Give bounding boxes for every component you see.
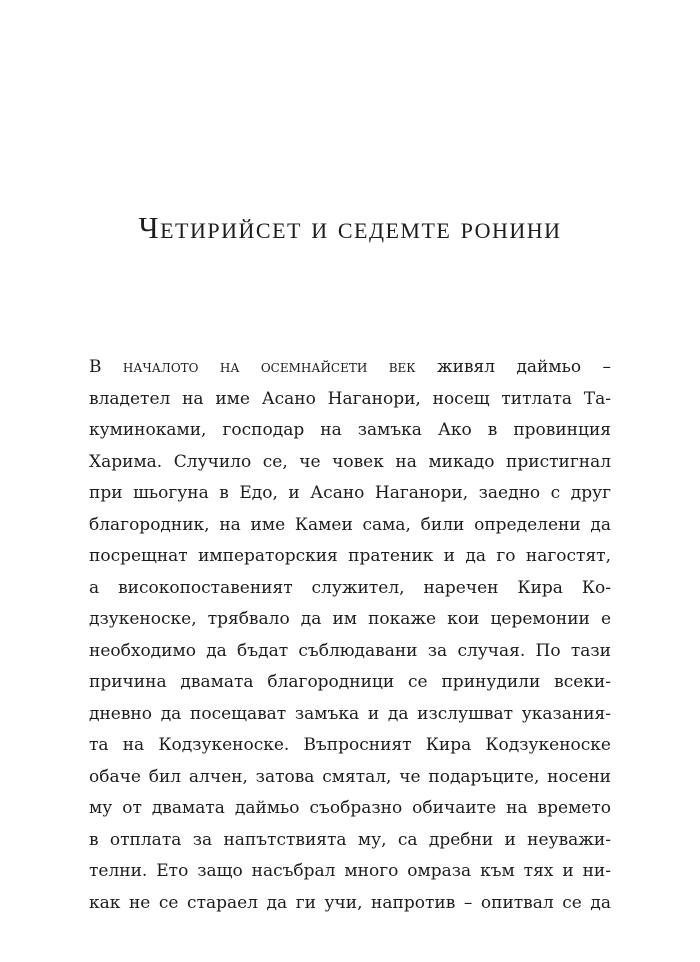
text-line: дзукеноске, трябвало да им покаже кои церемонии е [89,609,611,629]
text-line: му от двамата даймьо съобразно обичаите на времето [89,798,611,818]
text-line: в отплата за напътствията му, са дребни и неуважи- [89,829,611,850]
text-line: телни. Ето защо насъбрал много омраза към тях и ни- [89,861,611,881]
text-line: посрещнат императорския пратеник и да го нагостят, [89,546,611,566]
text-line: необходимо да бъдат съблюдавани за случая. По тази [89,640,611,661]
text-line: при шьогуна в Едо, и Асано Наганори, заедно с друг [89,483,611,503]
text-line: благородник, на име Камеи сама, били определени да [89,514,611,535]
chapter-title: Четирийсет и седемте ронини [138,210,562,245]
lead-small-caps: В началото на осемнайсети век [89,357,416,377]
text-line: причина двамата благородници се принудили всеки- [89,672,611,692]
body-text [89,352,611,919]
text-line: та на Кодзукеноске. Въпросният Кира Кодзукеноске [89,735,611,755]
text-line: как не се стараел да ги учи, напротив – опитвал се да [89,892,611,913]
text-line: куминоками, господар на замъка Ако в провинция [89,420,611,440]
text-line: дневно да посещават замъка и да изслушват указания- [89,703,611,724]
text-line-first [89,352,611,384]
text-line: а високопоставеният служител, наречен Кира Ко- [89,577,611,598]
text-line: Харима. Случило се, че човек на микадо пристигнал [89,451,611,472]
text-line: владетел на име Асано Наганори, носещ титлата Та- [89,388,611,409]
text-line: обаче бил алчен, затова смятал, че подаръците, носени [89,766,611,787]
first-line-rest: живял даймьо – [415,357,611,377]
